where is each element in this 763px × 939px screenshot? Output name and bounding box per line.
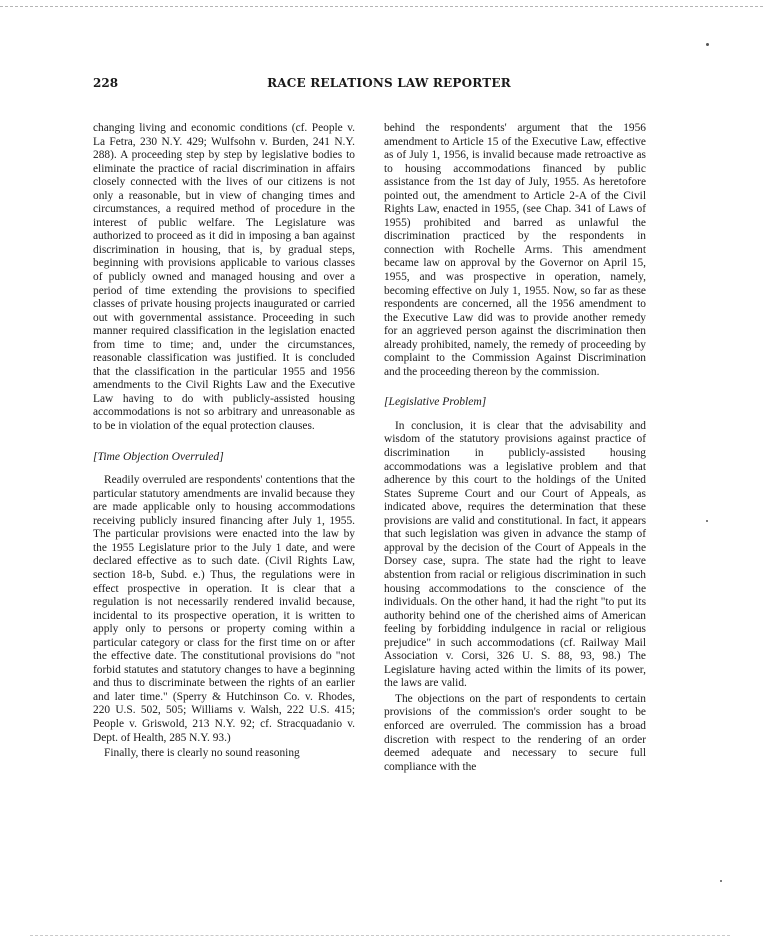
- page-number: 228: [93, 76, 119, 90]
- running-head: RACE RELATIONS LAW REPORTER: [267, 76, 511, 90]
- page-header: [93, 76, 655, 92]
- right-column: [384, 122, 646, 774]
- left-column: [93, 122, 355, 761]
- right-section-heading: [Legislative Problem]: [384, 395, 487, 409]
- bottom-scan-rule: [30, 935, 730, 936]
- right-paragraph-3: The objections on the part of respondents to certain provisions of the commission's order sought to be enforced are overruled. The commission has a broad discretion with respect to the rendering of an order deemed adequate and necessary to secure full compliance with the: [384, 692, 646, 773]
- scan-speck: [720, 880, 722, 882]
- right-paragraph-2: In conclusion, it is clear that the advisability and wisdom of the statutory provisions against practice of discrimination in publicly-assisted housing accommodations was a legislative problem and that adherence by this court to the holdings of the United States Supreme Court and our Court of Appeals, as indicated above, requires the determination that these provisions are valid and constitutional. In fact, it appears that such legislation was given in advance the stamp of approval by the decision of the Court of Appeals in the Dorsey case, supra. The state had the right to leave abstention from racial or religious discrimination in such housing accommodations to the conscience of the individuals. On the other hand, it had the right "to put its authority behind one of the cherished aims of American feeling by forbidding indulgence in racial or religious prejudice" in such accommodations (cf. Railway Mail Association v. Corsi, 326 U. S. 88, 93, 98.) The Legislature having acted within the limits of its power, the laws are valid.: [384, 419, 646, 690]
- left-paragraph-2: Readily overruled are respondents' contentions that the particular statutory amendments are invalid because they are made applicable only to housing accommodations receiving publicly insured financing after July 1, 1955. The particular provisions were enacted into the law by the 1955 Legislature prior to the July 1 date, and were declared effective as to such date. (Civil Rights Law, section 18-b, Subd. e.) Thus, the regulations were in effect prospective in operation. It is clear that a regulation is not necessarily rendered invalid because, incidental to its prospective operation, it is written to apply only to persons or property coming within a particular category or class for the first time on or after the effective date. The constitutional provisions do "not forbid statutes and statutory changes to have a beginning and thus to discriminate between the rights of an earlier and later time." (Sperry & Hutchinson Co. v. Rhodes, 220 U.S. 502, 505; Williams v. Walsh, 222 U.S. 415; People v. Griswold, 213 N.Y. 92; cf. Stracquadanio v. Dept. of Health, 285 N.Y. 93.): [93, 474, 355, 744]
- right-paragraph-1: behind the respondents' argument that the 1956 amendment to Article 15 of the Executive Law, effective as of July 1, 1956, is invalid because made retroactive as to housing accommodations financed by public assistance from the 1st day of July, 1955. As heretofore pointed out, the amendment to Article 2-A of the Civil Rights Law, enacted in 1955, (see Chap. 341 of Laws of 1955) prohibited and barred as unlawful the discrimination practiced by the respondents in connection with Rochelle Arms. This amendment became law on approval by the Governor on April 15, 1955, and was prospective in operation, namely, becoming effective on July 1, 1955. Now, so far as these respondents are concerned, all the 1956 amendment to the Executive Law did was to provide another remedy for an aggrieved person against the discrimination then already prohibited, namely, the remedy of proceeding by complaint to the Commission Against Discrimination and the proceeding thereon by the commission.: [384, 122, 646, 378]
- left-section-heading: [Time Objection Overruled]: [93, 449, 224, 463]
- left-paragraph-1: changing living and economic conditions (cf. People v. La Fetra, 230 N.Y. 429; Wulfsohn v. Burden, 241 N.Y. 288). A proceeding step by step by legislative bodies to eliminate the practice of racial discrimination in affairs closely connected with the lives of our citizens is not only a reasonable, but in view of changing times and circumstances, a required method of procedure in the interest of public welfare. The Legislature was authorized to proceed as it did in imposing a ban against discrimination in housing, that is, by gradual steps, beginning with provisions applicable to various classes of publicly owned and managed housing and over a period of time extending the provisions to specified classes of private housing projects inaugurated or carried out with governmental assistance. Proceeding in such manner required classification in the legislation enacted from time to time; and, under the circumstances, reasonable classification was justified. It is concluded that the classification in the particular 1955 and 1956 amendments to the Civil Rights Law and the Executive Law having to do with publicly-assisted housing accommodations is not so arbitrary and unreasonable as to be in violation of the equal protection clauses.: [93, 122, 355, 433]
- left-paragraph-3: Finally, there is clearly no sound reasoning: [104, 747, 300, 760]
- top-scan-rule: [0, 6, 763, 7]
- scan-speck: [706, 43, 709, 46]
- scan-speck: [706, 520, 708, 522]
